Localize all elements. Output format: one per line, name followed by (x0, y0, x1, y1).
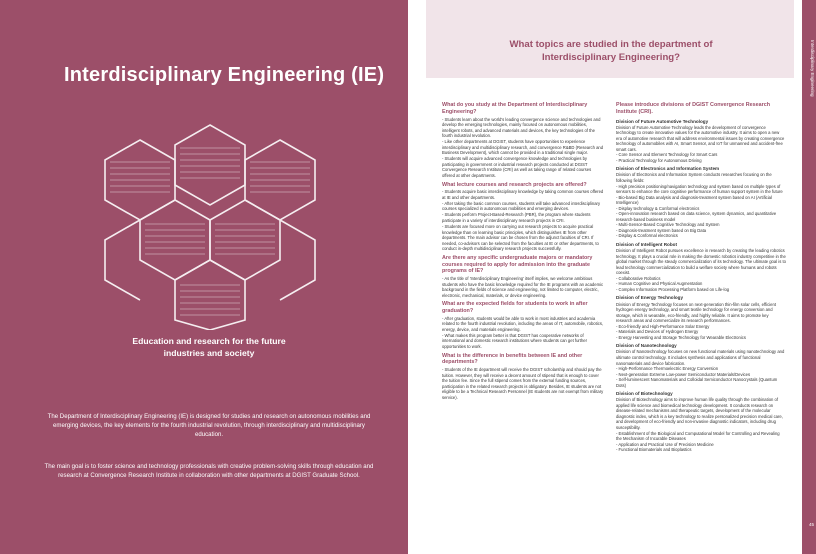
list-item: - Collaborative Robotics (616, 275, 661, 281)
list-item: - Open-innovation research based on data science, system dynamics, and quantitative research-based business model (616, 211, 777, 222)
answer-5 (442, 367, 605, 400)
division-title: Division of Biotechnology (616, 391, 673, 397)
question-4: What are the expected fields for students to work in after graduation? (442, 301, 588, 314)
answer-item: - After graduation, students would be able to work in most industries and academia related to the fourth industrial revolution, including the areas of IT, automobile, robotics, energy, device, and materials engineering. (442, 315, 604, 332)
division-text: Division of Energy Technology focuses on next-generation thin-film solar cells, efficient hydrogen energy technology, and smart textile technology for energy conversion and storage, which is wearable, eco-friendly, and highly reliable. It aims to promote key research areas and commercialize its research performances. (616, 301, 776, 324)
division-title: Division of Energy Technology (616, 295, 684, 301)
subtitle-line-1: Education and research for the future (132, 336, 286, 346)
division-title: Division of Electronics and Information System (616, 166, 720, 172)
list-item: - Eco-friendly and High-Performance Solar Energy (616, 323, 710, 329)
side-tab (802, 0, 816, 554)
question-2: What lecture courses and research projects are offered? (442, 181, 587, 188)
question-5: What is the difference in benefits between IE and other departments? (442, 352, 583, 366)
division-text: Division of Nanotechnology focuses on new functional materials using nanotechnology and ultimate control technology. It includes synthesis and applications of functional nanomaterials and device fabrication. (616, 349, 785, 366)
answer-item: - Students of the IE department will receive the DGIST scholarship and should pay the tuition. However, they will receive a decent amount of stipend that is enough to cover the tuition fee. Since the full stipend comes from the external funding sources, participation in the related research projects is obligatory. Besides, IE students are not eligible to be a Technical Research Personnel (IE students are not exempt from military service). (442, 367, 604, 400)
answer-4 (442, 316, 605, 350)
page-title: Interdisciplinary Engineering (IE) (64, 64, 385, 86)
division-text: Division of Intelligent Robot pursues excellence in research by creating the leading robotics technology. It plays a crucial role in making the domestic robotics industry competitive in the global market through the steady commercialization of its technology. The ultimate goal is to lead technology commercialization to build a welfare society where humans and robots coexist. (616, 248, 786, 276)
answer-item: - Students acquire basic interdisciplinary knowledge by taking common courses offered at IE and other departments. (442, 189, 604, 200)
answer-1 (442, 117, 605, 179)
division-title: Division of Future Automotive Technology (616, 118, 709, 124)
page-number: 45 (808, 522, 814, 527)
division-list (616, 366, 786, 388)
list-item: - Multi-Sensor-Based Cognitive Technology and System (616, 222, 720, 228)
answer-item: - Like other departments at DGIST, students have opportunities to experience interdisciplinary and multidisciplinary research, and convergence R&BD (Research and Business Development), which cannot be provided in a traditional single major. (442, 139, 604, 156)
answer-item: - Students will acquire advanced convergence knowledge and technologies by participating in government or industrial research projects conducted at DGIST Convergence Research Institute (CRI) as well as taking range of related courses offered at other departments. (442, 156, 592, 178)
header-band (426, 0, 794, 78)
answer-item: - Students are focused more on carrying out research projects to acquire practical knowledge than on learning basic principles, which distinguishes IE from other departments. The main advisor can be chosen from the adjunct faculties of CRI. If needed, co-advisors can be selected from the faculties at IE or other departments, to conduct in-depth multidisciplinary research projects successfully. (442, 224, 599, 252)
division-text: Division of Biotechnology aims to improve human life quality through the combination of applied life science and biomedical technology development. It conducts research on disease-related mechanisms and therapeutic targets, development of the molecular diagnostic index, which is a key technology to realize personalized precision medical care, and development of eco-friendly and non-invasive diagnostic indicators, including drug susceptibility. (616, 397, 783, 431)
answer-item: - What makes this program better is that DGIST has cooperative networks of international and domestic research institutions where students can get further opportunities to work. (442, 332, 588, 349)
question-6: Please introduce divisions of DGIST Convergence Research Institute (CRI). (616, 102, 770, 115)
list-item: - Core Sensor and Element Technology for Smart Cars (616, 152, 718, 158)
list-item: - Diagnosis-treatment system based on Big Data (616, 227, 707, 233)
list-item: - Materials and Devices of Hydrogen Energy (616, 329, 699, 335)
question-1: What do you study at the Department of Interdisciplinary Engineering? (442, 102, 588, 115)
right-page (408, 0, 816, 554)
subtitle-line-2: industries and society (163, 347, 255, 358)
answer-item: - After taking the basic common courses, students will take advanced interdisciplinary courses specialized in autonomous mobilities and emerging devices. (442, 200, 601, 212)
list-item: - Bio-based Big Data analysis and diagnosis-treatment system based on AI (Artificial Intelligence) (616, 194, 772, 206)
divisions-column (616, 102, 786, 534)
header-title: What topics are studied in the department of Interdisciplinary Engineering? (509, 39, 713, 63)
list-item: - Functional Biomaterials and Bioplastics (616, 447, 692, 453)
division-text: Division of Electronics and Information System conducts researches focusing on the following fields: (616, 172, 772, 183)
answer-2 (442, 189, 605, 252)
list-item: - Practical Technology for Autonomous Driving (616, 157, 702, 163)
list-item: - High-Performance Thermoelectric Energy Conversion (616, 366, 719, 372)
division-list (616, 276, 786, 293)
list-item: - Establishment of the Biological and Computational Model for Controlling and Revealing the Mechanism of Incurable Diseases (616, 430, 780, 442)
division-list (616, 152, 786, 163)
list-item: - Human Cognitive and Physical Augmentation (616, 281, 703, 287)
division-title: Division of Intelligent Robot (616, 242, 677, 248)
list-item: - Complex Information Processing Platform based on Life-log (616, 286, 730, 292)
list-item: - Next-generation Extreme Low-power Semiconductor Materials/Devices (616, 371, 751, 377)
division-list (616, 431, 786, 453)
list-item: - Energy Harvesting and Storage Technology for Wearable Electronics (616, 334, 746, 340)
left-subtitle (120, 336, 298, 359)
list-item: - Self-luminescent Nanomaterials and Colloidal Semiconductor Nanocrystals (Quantum Dots) (616, 377, 778, 388)
division-list (616, 324, 786, 341)
division-list (616, 184, 786, 239)
division-title: Division of Nanotechnology (616, 343, 677, 349)
answer-3 (442, 276, 605, 298)
intro-paragraph-2: The main goal is to foster science and technology professionals with creative problem-solving skills through education and research at Convergence Research Institute in collaboration with other departments at DGIST Graduate School. (44, 463, 374, 480)
answer-item: - Students perform Project-Based-Research (PBR), the program where students participate in a variety of interdisciplinary research projects in CRI. (442, 212, 591, 223)
answer-item: - Students learn about the world's leading convergence science and technologies and develop the emerging technologies, mainly focused on autonomous mobilities, intelligent robots, and advanced materials and devices, the key technologies of the fourth industrial revolution. (442, 116, 601, 139)
list-item: - Display & Conformal electronics (616, 233, 678, 239)
list-item: - High precision positioning/navigation technology and system based on multiple types of sensors to enhance the core cognitive performance of human support system in the future (616, 183, 783, 195)
question-3: Are there any specific undergraduate majors or mandatory courses required to apply for admission into the graduate programs of IE? (442, 254, 593, 275)
side-tab-label: Interdisciplinary Engineering (810, 40, 815, 97)
list-item: - Application and Practical Use of Precision Medicine (616, 441, 714, 447)
hexagon-illustration (100, 120, 320, 330)
intro-paragraph-1: The Department of Interdisciplinary Engineering (IE) is designed for studies and research on autonomous mobilities and emerging devices, the key elements for the fourth industrial revolution, through interdisciplinary and multidisciplinary education. (47, 413, 371, 439)
answer-item: - As the title of 'Interdisciplinary Engineering' itself implies, we welcome ambitious students who have the basic knowledge required for the IE programs with an academic background in the fields of science and engineering, not limited to computer, electric, electronic, mechanical, materials, or device engineering. (442, 276, 604, 298)
faq-column (442, 102, 605, 534)
division-text: Division of Future Automotive Technology leads the development of convergence technology to create innovative values for the automotive industry. It aims to open a new era of automotive research that will address environmental issues by creating convergence technology of automobiles with AI, Smart Sensor, and IoT for unmanned and accident-free smart cars. (616, 124, 785, 152)
list-item: - Display technology & Conformal electronics (616, 205, 700, 211)
